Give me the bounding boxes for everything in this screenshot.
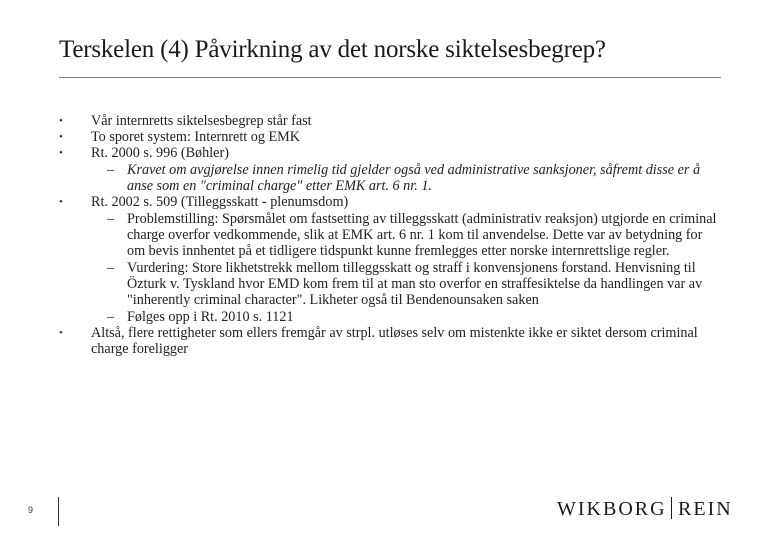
slide-body <box>59 113 719 357</box>
dash-icon: – <box>107 309 115 325</box>
bullet-item <box>59 325 719 357</box>
sub-bullet-item <box>59 162 719 194</box>
bullet-text: Vår internretts siktelsesbegrep står fast <box>91 113 312 129</box>
bullet-text: Rt. 2000 s. 996 (Bøhler) <box>91 145 229 161</box>
bullet-text: Rt. 2002 s. 509 (Tilleggsskatt - plenumsdom) <box>91 194 349 210</box>
sub-bullet-text: Følges opp i Rt. 2010 s. 1121 <box>127 309 294 325</box>
company-logo <box>557 497 733 521</box>
sub-bullet-item <box>59 211 719 259</box>
title-divider <box>59 77 721 78</box>
logo-right: REIN <box>678 498 733 520</box>
dash-icon: – <box>107 211 115 227</box>
sub-bullet-item <box>59 309 719 325</box>
sub-bullet-text: Problemstilling: Spørsmålet om fastsetting av tilleggsskatt (administrativ reaksjon) utgjorde en criminal charge overfor vedkommende, slik at EMK art. 6 nr. 1 kom til anvendelse. Dette var av betydning for om bevis innhentet på et tidligere tidspunkt kunne fremlegges etter norske internrettslige regler. <box>127 211 717 259</box>
logo-separator <box>671 497 673 519</box>
bullet-icon: • <box>59 115 63 127</box>
slide-number: 9 <box>28 505 34 515</box>
slide-title: Terskelen (4) Påvirkning av det norske siktelsesbegrep? <box>59 36 606 63</box>
sub-bullet-text: Kravet om avgjørelse innen rimelig tid gjelder også ved administrative sanksjoner, såfremt disse er å anse som en "criminal charge" etter EMK art. 6 nr. 1. <box>127 162 701 194</box>
dash-icon: – <box>107 260 115 276</box>
bullet-item <box>59 129 719 145</box>
bullet-text: To sporet system: Internrett og EMK <box>91 129 301 145</box>
dash-icon: – <box>107 162 115 178</box>
bullet-item <box>59 194 719 210</box>
footer-divider <box>58 497 59 526</box>
sub-bullet-item <box>59 260 719 308</box>
bullet-icon: • <box>59 131 63 143</box>
bullet-item <box>59 113 719 129</box>
bullet-item <box>59 145 719 161</box>
bullet-icon: • <box>59 147 63 159</box>
logo-left: WIKBORG <box>557 498 667 520</box>
bullet-text: Altså, flere rettigheter som ellers fremgår av strpl. utløses selv om mistenkte ikke er siktet dersom criminal charge foreligger <box>91 325 698 357</box>
bullet-icon: • <box>59 327 63 339</box>
sub-bullet-text: Vurdering: Store likhetstrekk mellom tilleggsskatt og straff i konvensjonens forstand. Henvisning til Özturk v. Tyskland hvor EMD kom frem til at man sto overfor en straffesiktelse da handlingen var av "inherently criminal character". Likheter også til Bendenounsaken saken <box>127 260 703 308</box>
bullet-icon: • <box>59 196 63 208</box>
